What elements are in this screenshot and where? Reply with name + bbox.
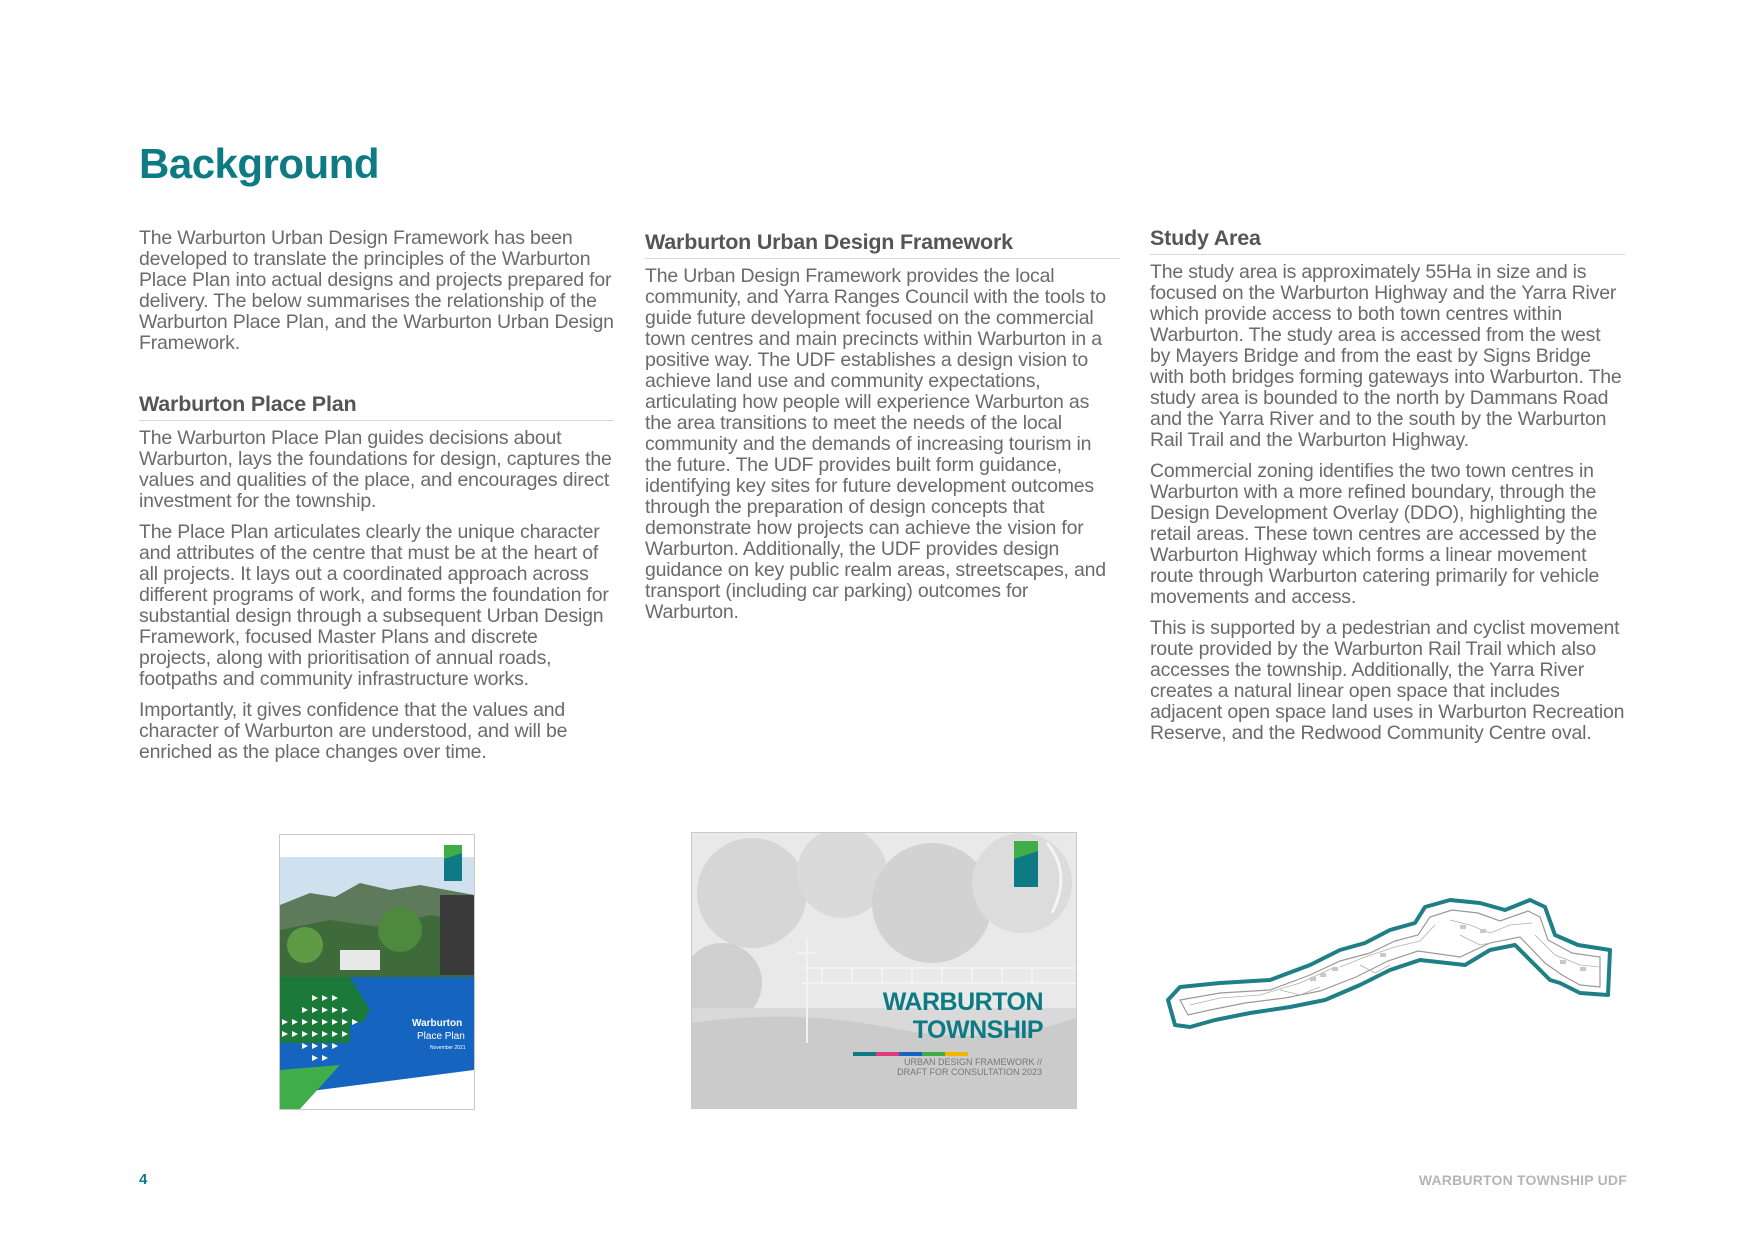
udf-cover-title-line-1: WARBURTON [882,988,1043,1016]
place-plan-heading: Warburton Place Plan [139,392,614,421]
column-udf [645,230,1120,633]
intro-paragraph: The Warburton Urban Design Framework has been developed to translate the principles of the Warburton Place Plan into actual designs and projects prepared for delivery. The below summarises the relationship of the Warburton Place Plan, and the Warburton Urban Design Framework. [139,227,614,354]
place-plan-cover-subtitle: Place Plan [417,1031,465,1042]
study-area-map [1160,895,1615,1045]
place-plan-cover-image [279,834,475,1110]
udf-cover-subtitle-line-2: DRAFT FOR CONSULTATION 2023 [897,1067,1042,1077]
udf-cover-subtitle [842,1057,1042,1077]
udf-heading: Warburton Urban Design Framework [645,230,1120,259]
udf-cover-title-line-2: TOWNSHIP [912,1016,1043,1044]
udf-cover-image [691,832,1077,1109]
study-area-paragraph-1: The study area is approximately 55Ha in size and is focused on the Warburton Highway and the Yarra River which provide access to both town centres within Warburton. The study area is accessed from the west by Mayers Bridge and from the east by Signs Bridge with both bridges forming gateways into Warburton. The study area is bounded to the north by Dammans Road and the Yarra River and to the south by the Warburton Rail Trail and the Warburton Highway. [1150,261,1622,451]
udf-cover-title [878,988,1043,1044]
document-footer-title: WARBURTON TOWNSHIP UDF [1418,1172,1627,1188]
place-plan-cover-title: Warburton [412,1018,463,1029]
study-area-heading: Study Area [1150,226,1625,255]
udf-paragraph: The Urban Design Framework provides the local community, and Yarra Ranges Council with the tools to guide future development focused on the commercial town centres and main precincts within Warburton in a positive way. The UDF establishes a design vision to achieve land use and community expectations, articulating how people will experience Warburton as the area transitions to meet the needs of the local community and the demands of increasing tourism in the future. The UDF provides built form guidance, identifying key sites for future development outcomes through the preparation of design concepts that demonstrate how projects can achieve the vision for Warburton. Additionally, the UDF provides design guidance on key public realm areas, streetscapes, and transport (including car parking) outcomes for Warburton. [645,265,1106,623]
place-plan-paragraph-1: The Warburton Place Plan guides decisions about Warburton, lays the foundations for design, captures the values and qualities of the place, and encourages direct investment for the township. [139,427,612,512]
study-area-paragraph-3: This is supported by a pedestrian and cyclist movement route provided by the Warburton Rail Trail which also accesses the township. Additionally, the Yarra River creates a natural linear open space that includes adjacent open space land uses in Warburton Recreation Reserve, and the Redwood Community Centre oval. [1150,617,1625,744]
place-plan-cover-date: November 2021 [430,1045,466,1051]
place-plan-paragraph-3: Importantly, it gives confidence that the values and character of Warburton are understood, and will be enriched as the place changes over time. [139,699,568,763]
place-plan-cover-art [280,835,474,1109]
place-plan-paragraph-2: The Place Plan articulates clearly the unique character and attributes of the centre that must be at the heart of all projects. It lays out a coordinated approach across different programs of work, and forms the foundation for substantial design through a subsequent Urban Design Framework, focused Master Plans and discrete projects, along with prioritisation of annual roads, footpaths and community infrastructure works. [139,521,609,690]
page-number: 4 [139,1171,148,1188]
page-title: Background [139,140,380,187]
column-place-plan [139,228,614,773]
study-area-paragraph-2: Commercial zoning identifies the two town centres in Warburton with a more refined boundary, through the Design Development Overlay (DDO), highlighting the retail areas. These town centres are accessed by the Warburton Highway which forms a linear movement route through Warburton catering primarily for vehicle movements and access. [1150,460,1600,608]
udf-cover-subtitle-line-1: URBAN DESIGN FRAMEWORK // [903,1057,1042,1067]
column-study-area [1150,226,1625,754]
